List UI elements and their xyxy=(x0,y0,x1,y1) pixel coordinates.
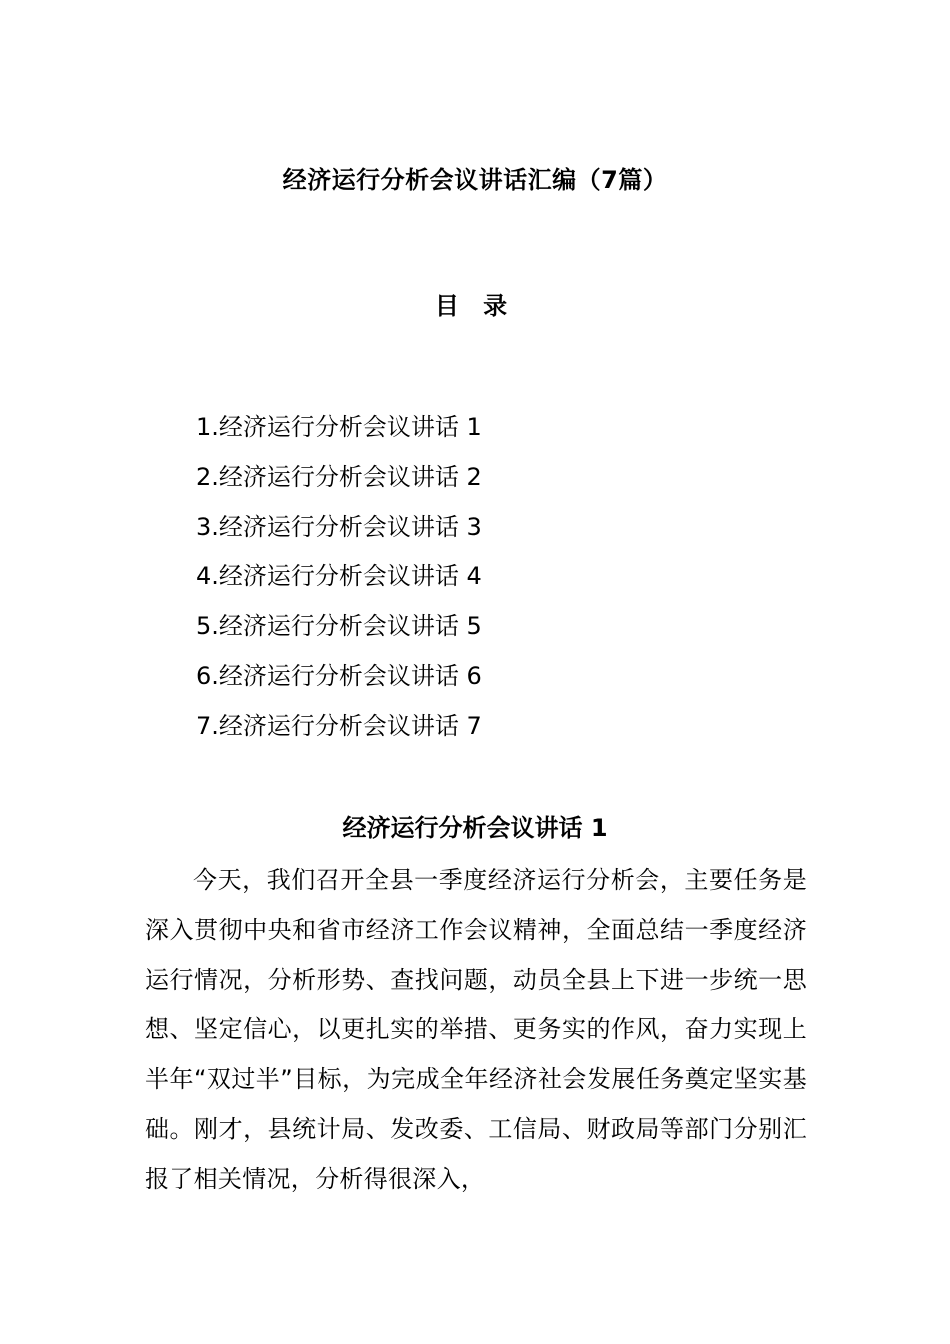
toc-item[interactable]: 2.经济运行分析会议讲话 2 xyxy=(196,462,482,491)
toc-item[interactable]: 3.经济运行分析会议讲话 3 xyxy=(196,512,482,541)
section-title: 经济运行分析会议讲话 1 xyxy=(342,814,608,842)
document-title: 经济运行分析会议讲话汇编（7篇） xyxy=(282,166,668,194)
toc-item[interactable]: 7.经济运行分析会议讲话 7 xyxy=(196,711,482,740)
toc-heading: 目 录 xyxy=(434,292,516,320)
toc-item[interactable]: 6.经济运行分析会议讲话 6 xyxy=(196,661,482,690)
body-paragraph: 今天，我们召开全县一季度经济运行分析会，主要任务是深入贯彻中央和省市经济工作会议精神，全面总结一季度经济运行情况，分析形势、查找问题，动员全县上下进一步统一思想、坚定信心，以更扎实的举措、更务实的作风，奋力实现上半年“双过半”目标，为完成全年经济社会发展任务奠定坚实基础。刚才，县统计局、发改委、工信局、财政局等部门分别汇报了相关情况，分析得很深入， xyxy=(145,866,807,1193)
toc-item[interactable]: 1.经济运行分析会议讲话 1 xyxy=(196,413,482,441)
toc-item[interactable]: 4.经济运行分析会议讲话 4 xyxy=(196,562,482,591)
table-of-contents xyxy=(196,408,482,757)
toc-item[interactable]: 5.经济运行分析会议讲话 5 xyxy=(196,612,482,641)
